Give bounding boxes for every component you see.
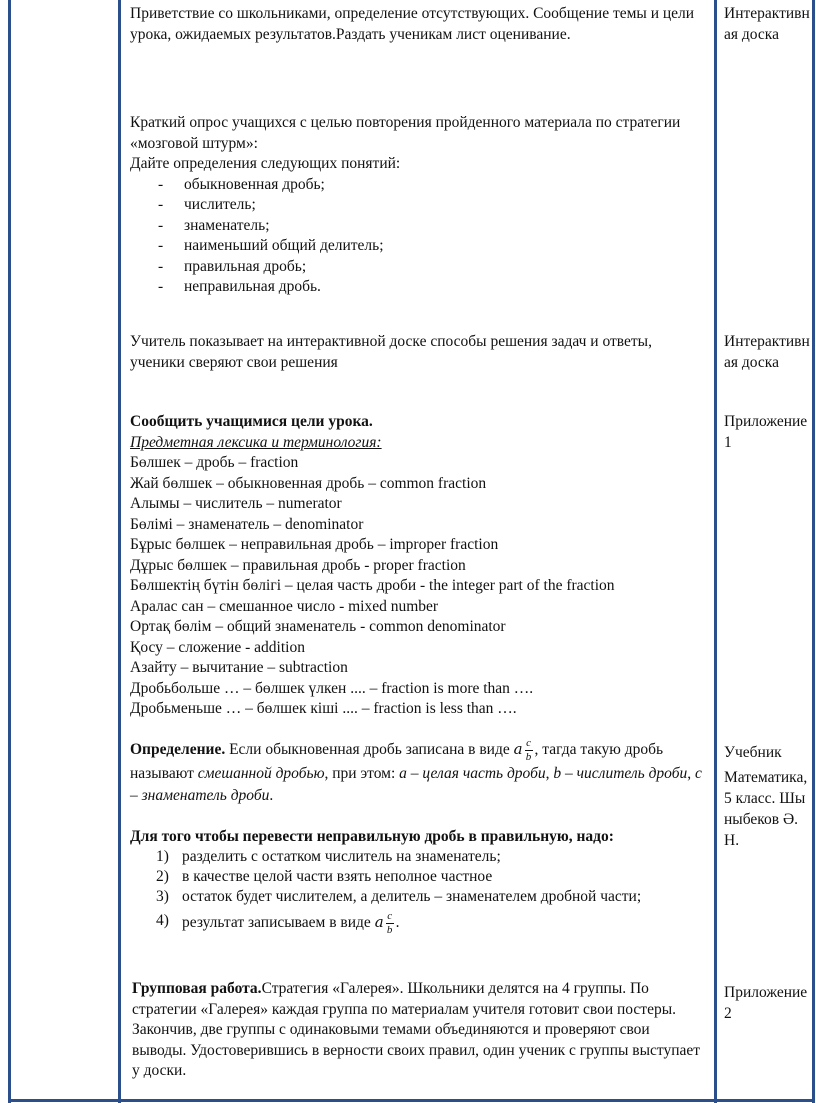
rule-heading: Для того чтобы перевести неправильную дробь в правильную, надо: <box>130 828 614 845</box>
resource-label: Приложение 1 <box>724 413 808 451</box>
survey-section <box>130 113 705 298</box>
term-row: Бөлшектің бүтін бөлігі – целая часть дроби - the integer part of the fraction <box>130 577 615 594</box>
term-row: Азайту – вычитание – subtraction <box>130 659 348 676</box>
step-text: остаток будет числителем, а делитель – знаменателем дробной части; <box>182 888 642 905</box>
list-item <box>130 867 705 887</box>
math-c: c <box>387 910 393 922</box>
table-border-bottom <box>8 1099 815 1102</box>
period: . <box>269 787 274 804</box>
resource-appendix-1 <box>724 412 812 453</box>
definition-a: a – целая часть дроби <box>399 765 546 782</box>
definition-c: c – знаменатель дроби <box>130 765 702 804</box>
term-row: Дұрыс бөлшек – правильная дробь - proper fraction <box>130 556 466 574</box>
fraction-c-over-b <box>525 738 533 763</box>
list-item: - наименьший общий делитель; <box>130 236 705 257</box>
group-work-paragraph <box>132 979 707 1082</box>
definition-section <box>130 738 705 936</box>
definition-b: b – числитель дроби <box>553 765 688 782</box>
list-item <box>130 887 705 907</box>
list-item: - обыкновенная дробь; <box>130 175 705 196</box>
term-row: Ортақ бөлім – общий знаменатель - common denominator <box>130 618 506 635</box>
teacher-demo-section <box>130 332 705 373</box>
definition-label: Определение. <box>130 741 226 759</box>
step-number: 4) <box>156 912 169 929</box>
table-border-column1 <box>118 0 121 1103</box>
term-row: Дробьменьше … – бөлшек кіші .... – fraction is less than …. <box>130 700 517 717</box>
vocabulary-section <box>130 412 705 720</box>
table-border-right <box>812 0 815 1103</box>
list-item: - правильная дробь; <box>130 257 705 278</box>
step-text: в качестве целой части взять неполное частное <box>182 868 493 885</box>
resource-interactive-board-1 <box>724 4 812 45</box>
step-number: 2) <box>156 868 169 885</box>
resource-textbook <box>724 742 812 851</box>
list-item <box>130 847 705 867</box>
terminology-heading: Предметная лексика и терминология: <box>130 433 382 451</box>
greeting-section <box>130 4 705 45</box>
resource-label: Математика, 5 класс. Шыныбеков Ә.Н. <box>724 769 808 849</box>
step-text: разделить с остатком числитель на знаменатель; <box>182 848 501 865</box>
term-row: Қосу – сложение - addition <box>130 638 305 656</box>
term-row: Алымы – числитель – numerator <box>130 495 342 512</box>
steps-list <box>130 847 705 936</box>
math-a: a <box>513 740 523 759</box>
definition-text: , при этом: <box>324 765 400 782</box>
goals-heading: Сообщить учащимися цели урока. <box>130 413 373 430</box>
mixed-fraction-term: смешанной дробью <box>197 765 325 782</box>
survey-prompt: Дайте определения следующих понятий: <box>130 155 401 172</box>
table-border-left <box>8 0 11 1103</box>
list-item <box>130 911 705 936</box>
term-row: Бөлшек – дробь – fraction <box>130 454 299 471</box>
definition-text: , тагда такую дробь называют <box>130 741 664 782</box>
math-c: c <box>526 737 531 749</box>
table-border-column2 <box>714 0 717 1103</box>
math-b: b <box>386 924 393 936</box>
term-row: Бұрыс бөлшек – неправильная дробь – improper fraction <box>130 536 499 553</box>
step-number: 3) <box>156 888 169 905</box>
math-a: a <box>374 913 384 932</box>
survey-intro: Краткий опрос учащихся с целью повторения пройденного материала по стратегии «мозговой штурм»: <box>130 114 681 152</box>
period: . <box>395 914 400 932</box>
group-work-text: Стратегия «Галерея». Школьники делятся на 4 группы. По стратегии «Галерея» каждая группа по материалам учителя готовит свои постеры. Закончив, две группы с одинаковыми темами объединяются и проверяют свои выводы. Удостоверившись в верности своих правил, один ученик с группы выступает у доски. <box>132 980 701 1079</box>
step-text: результат записываем в виде <box>182 914 375 932</box>
fraction-c-over-b <box>386 911 394 936</box>
concept-list <box>130 175 705 298</box>
definition-paragraph <box>130 738 705 807</box>
group-work-section <box>132 979 707 1082</box>
step-number: 1) <box>156 848 169 865</box>
list-item: - числитель; <box>130 195 705 216</box>
resource-label: Учебник <box>724 744 782 761</box>
list-item: - знаменатель; <box>130 216 705 237</box>
list-item: - неправильная дробь. <box>130 277 705 298</box>
resource-interactive-board-2 <box>724 332 812 373</box>
term-row: Жай бөлшек – обыкновенная дробь – common fraction <box>130 474 487 492</box>
term-row: Аралас сан – смешанное число - mixed number <box>130 597 439 615</box>
resource-label: Интерактивная доска <box>724 333 810 371</box>
definition-text: Если обыкновенная дробь записана в виде <box>225 741 514 759</box>
term-row: Бөлімі – знаменатель – denominator <box>130 515 364 533</box>
resource-label: Приложение 2 <box>724 984 808 1022</box>
group-work-label: Групповая работа. <box>132 980 262 997</box>
teacher-demo-text: Учитель показывает на интерактивной доске способы решения задач и ответы, ученики сверяют свои решения <box>130 333 652 371</box>
math-b: b <box>525 751 532 763</box>
term-row: Дробьбольше … – бөлшек үлкен .... – fraction is more than …. <box>130 679 534 697</box>
resource-label: Интерактивная доска <box>724 5 810 43</box>
resource-appendix-2 <box>724 983 812 1024</box>
separator: , <box>687 765 695 782</box>
greeting-text: Приветствие со школьниками, определение отсутствующих. Сообщение темы и цели урока, ожидаемых результатов.Раздать ученикам лист оценивание. <box>130 5 695 43</box>
separator: , <box>545 765 554 782</box>
